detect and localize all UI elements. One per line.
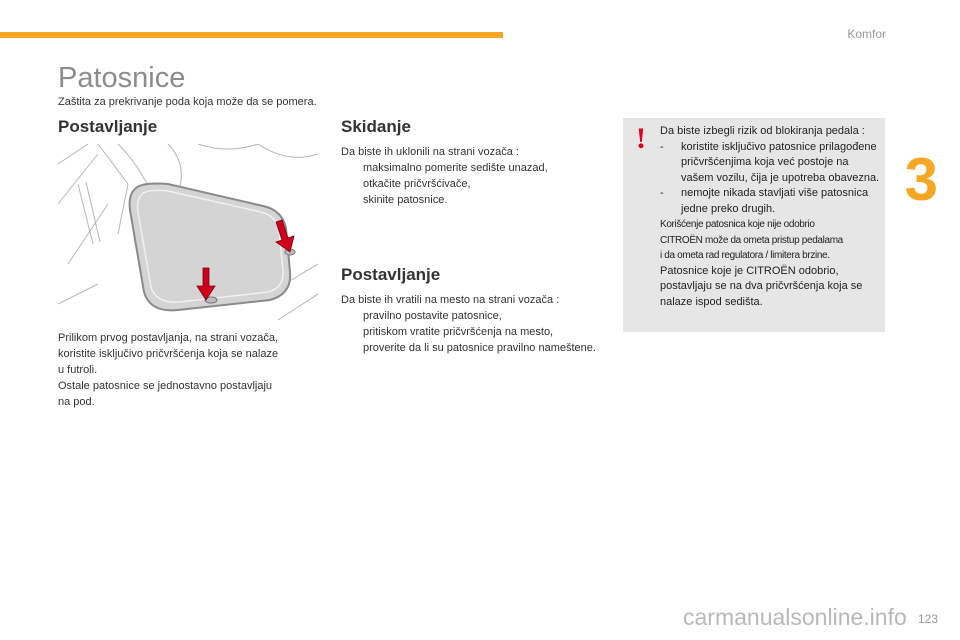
list-item: proverite da li su patosnice pravilno nameštene.: [363, 342, 596, 354]
list-item: - nemojte nikada stavljati više patosnica jedne preko drugih.: [660, 187, 869, 215]
warning-intro: Da biste izbegli rizik od blokiranja pedala :: [660, 125, 865, 137]
text-line: Korišćenje patosnica koje nije odobrio: [660, 219, 815, 230]
text-line: u futroli.: [58, 364, 98, 376]
text-line: Prilikom prvog postavljanja, na strani vozača,: [58, 332, 279, 344]
chapter-number: 3: [904, 146, 938, 213]
page-subtitle: Zaštita za prekrivanje poda koja može da se pomera.: [58, 96, 317, 108]
floor-mat-illustration: [58, 144, 318, 320]
watermark: carmanualsonline.info: [683, 604, 907, 630]
page-number: 123: [917, 612, 938, 626]
install-steps-list: [341, 308, 601, 356]
warning-list: [660, 140, 882, 218]
heading-remove: Skidanje: [341, 117, 411, 136]
warning-closing: Patosnice koje je CITROËN odobrio, postavljaju se na dva pričvršćenja koja se nalaze ispod sedišta.: [660, 264, 863, 308]
heading-install-right: Postavljanje: [341, 265, 441, 284]
text-line: Ostale patosnice se jednostavno postavljaju: [58, 380, 273, 392]
install-instructions: [341, 292, 601, 356]
heading-install-left: Postavljanje: [58, 117, 158, 136]
remove-intro: Da biste ih uklonili na strani vozača :: [341, 146, 519, 158]
warning-panel: [623, 118, 885, 332]
text-line: CITROËN može da ometa pristup pedalama: [660, 234, 843, 246]
text-line: na pod.: [58, 396, 95, 408]
install-intro: Da biste ih vratili na mesto na strani vozača :: [341, 294, 560, 306]
warning-note: [660, 217, 882, 264]
text-line: i da ometa rad regulatora / limitera brzine.: [660, 250, 830, 261]
remove-steps-list: [341, 160, 601, 208]
warning-exclamation-icon: !: [636, 122, 646, 155]
page-title: Patosnice: [58, 62, 186, 94]
install-left-text: [58, 330, 308, 410]
list-item: pritiskom vratite pričvršćenja na mesto,: [363, 326, 554, 338]
warning-text: [660, 124, 882, 310]
text-line: koristite isključivo pričvršćenja koja se nalaze: [58, 348, 279, 360]
list-item: - koristite isključivo patosnice prilagođene pričvršćenjima koja već postoje na vašem vozilu, čija je upotreba obavezna.: [660, 140, 880, 184]
top-accent-bar: [0, 32, 503, 38]
list-item: maksimalno pomerite sedište unazad,: [363, 162, 548, 174]
remove-instructions: [341, 144, 601, 208]
section-name: Komfor: [847, 27, 886, 41]
list-item: skinite patosnice.: [363, 194, 448, 206]
list-item: pravilno postavite patosnice,: [363, 310, 502, 322]
list-item: otkačite pričvršćivače,: [363, 178, 471, 190]
